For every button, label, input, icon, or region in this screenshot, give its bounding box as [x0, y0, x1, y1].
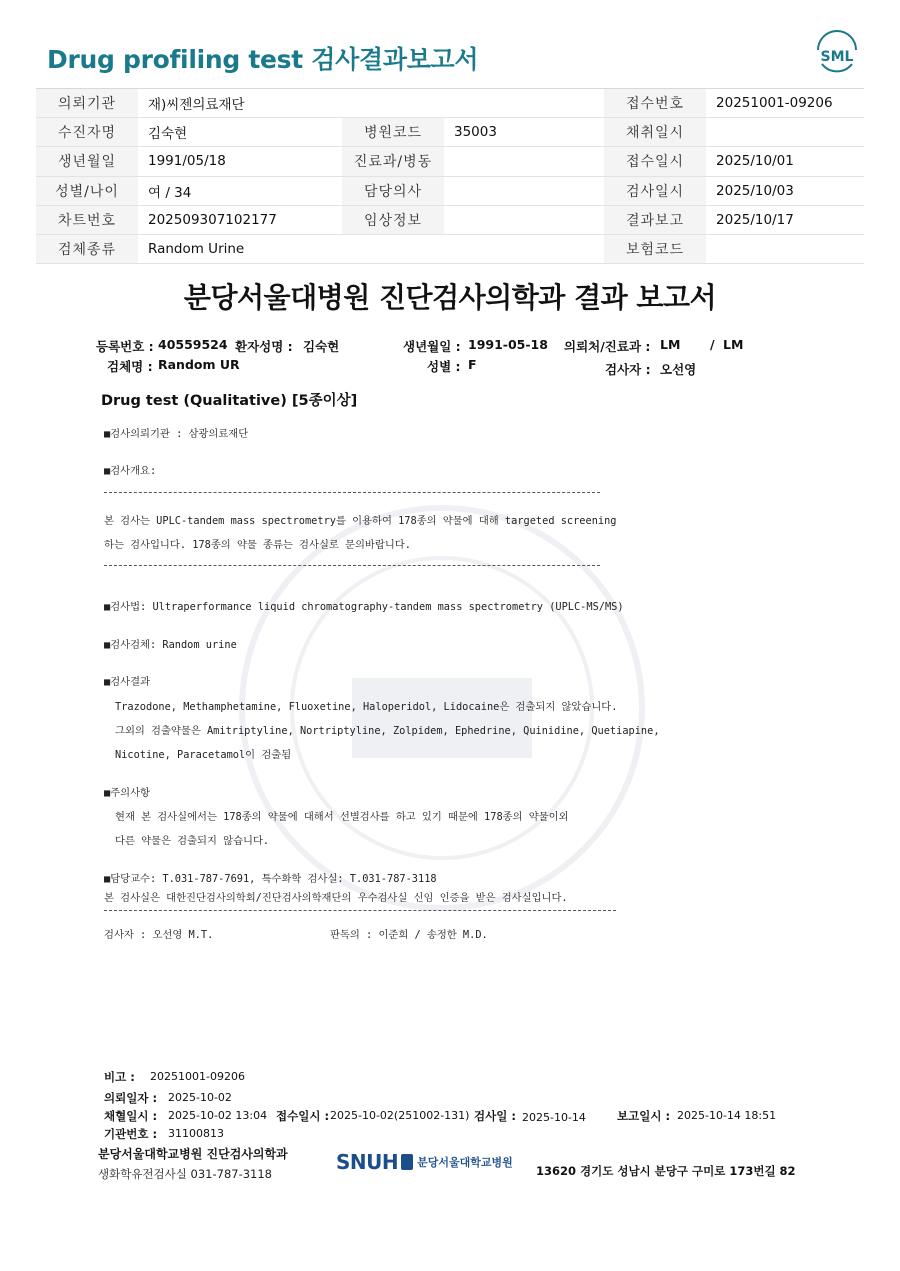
sex-value: F [468, 357, 477, 372]
info-value: Random Urine [138, 234, 604, 263]
body-line-result-1: Trazodone, Methamphetamine, Fluoxetine, Haloperidol, Lidocaine은 검출되지 않았습니다. [115, 701, 618, 713]
sex-label: 성별 : [427, 359, 461, 374]
report-title: 분당서울대병원 진단검사의학과 결과 보고서 [183, 281, 717, 314]
info-label: 검체종류 [36, 234, 138, 263]
body-line-requesting-lab: ■검사의뢰기관 : 삼광의료재단 [104, 428, 249, 440]
receipt-date-value: 2025-10-02(251002-131) [330, 1109, 470, 1122]
body-line-result-2: 그외의 검출약물은 Amitriptyline, Nortriptyline, Zolpidem, Ephedrine, Quinidine, Quetiapine, [115, 725, 660, 737]
request-date-value: 2025-10-02 [168, 1091, 232, 1104]
info-label: 병원코드 [342, 118, 444, 147]
institution-number-value: 31100813 [168, 1127, 224, 1140]
info-value: 2025/10/03 [706, 176, 864, 205]
info-row [36, 234, 864, 263]
info-value: 김숙현 [138, 118, 342, 147]
info-value: 202509307102177 [138, 205, 342, 234]
remark-value: 20251001-09206 [150, 1070, 245, 1083]
lab-contact: 생화학유전검사실 031-787-3118 [98, 1167, 272, 1181]
snuh-logo [336, 1150, 513, 1174]
exam-date-label: 검사일 : [474, 1109, 516, 1123]
info-row [36, 118, 864, 147]
body-line-caution-2: 다른 약물은 검출되지 않습니다. [115, 835, 270, 847]
department-name: 분당서울대학교병원 진단검사의학과 [98, 1147, 288, 1161]
test-title: Drug test (Qualitative) [5종이상] [101, 393, 358, 409]
report-date-label: 보고일시 : [617, 1109, 671, 1123]
info-value: 2025/10/17 [706, 205, 864, 234]
dashed-divider [104, 910, 616, 911]
institution-number-label: 기관번호 : [104, 1127, 158, 1141]
info-label: 임상정보 [342, 205, 444, 234]
info-value: 재)씨젠의료재단 [138, 89, 604, 118]
info-value [444, 176, 604, 205]
dob-value: 1991-05-18 [468, 337, 548, 352]
info-value [444, 205, 604, 234]
patient-name-label: 환자성명 : [235, 339, 293, 354]
body-line-overview-1: 본 검사는 UPLC-tandem mass spectrometry를 이용하여 178종의 약물에 대해 targeted screening [104, 515, 617, 527]
info-row [36, 205, 864, 234]
info-label: 접수일시 [604, 147, 706, 176]
patient-info-table [36, 89, 864, 264]
info-label: 보험코드 [604, 234, 706, 263]
examiner-value: 오선영 [660, 362, 697, 377]
receipt-date-label: 접수일시 : [276, 1109, 330, 1123]
body-line-accreditation: 본 검사실은 대한진단검사의학회/진단검사의학재단의 우수검사실 신임 인증을 받은 검사실입니다. [104, 892, 568, 904]
info-label: 의뢰기관 [36, 89, 138, 118]
info-label: 검사일시 [604, 176, 706, 205]
info-row [36, 176, 864, 205]
body-line-result-3: Nicotine, Paracetamol이 검출됨 [115, 749, 292, 761]
collect-date-value: 2025-10-02 13:04 [168, 1109, 268, 1122]
reg-number-label: 등록번호 : [96, 339, 154, 354]
specimen-value: Random UR [158, 357, 240, 372]
dashed-divider [104, 492, 600, 493]
examiner-label: 검사자 : [605, 362, 651, 377]
body-line-caution-heading: ■주의사항 [104, 787, 150, 799]
collect-date-label: 채혈일시 : [104, 1109, 158, 1123]
info-label: 성별/나이 [36, 176, 138, 205]
body-line-method: ■검사법: Ultraperformance liquid chromatography-tandem mass spectrometry (UPLC-MS/MS) [104, 601, 624, 613]
body-line-caution-1: 현재 본 검사실에서는 178종의 약물에 대해서 선별검사를 하고 있기 때문에 178종의 약물이외 [115, 811, 569, 823]
reg-number-value: 40559524 [158, 337, 228, 352]
dept-separator: / [710, 337, 715, 352]
info-row [36, 147, 864, 176]
info-label: 담당의사 [342, 176, 444, 205]
snuh-emblem-icon [401, 1154, 413, 1170]
info-value: 35003 [444, 118, 604, 147]
info-value [706, 234, 864, 263]
body-line-examiner: 검사자 : 오선영 M.T. [104, 929, 214, 941]
dept-value-1: LM [660, 337, 681, 352]
info-value: 1991/05/18 [138, 147, 342, 176]
info-label: 차트번호 [36, 205, 138, 234]
info-value: 여 / 34 [138, 176, 342, 205]
info-value: 2025/10/01 [706, 147, 864, 176]
dashed-divider [104, 565, 600, 566]
info-row [36, 89, 864, 118]
info-label: 생년월일 [36, 147, 138, 176]
info-label: 진료과/병동 [342, 147, 444, 176]
info-label: 수진자명 [36, 118, 138, 147]
dob-label: 생년월일 : [403, 339, 461, 354]
info-label: 접수번호 [604, 89, 706, 118]
document-title: Drug profiling test 검사결과보고서 [47, 45, 479, 74]
snuh-logo-text: SNUH [336, 1150, 399, 1174]
info-label: 결과보고 [604, 205, 706, 234]
info-value: 20251001-09206 [706, 89, 864, 118]
body-line-overview-heading: ■검사개요: [104, 465, 157, 477]
report-date-value: 2025-10-14 18:51 [677, 1109, 777, 1122]
remark-label: 비고 : [104, 1070, 135, 1084]
hospital-address: 13620 경기도 성남시 분당구 구미로 173번길 82 [536, 1164, 796, 1178]
body-line-specimen: ■검사검체: Random urine [104, 639, 237, 651]
info-value [706, 118, 864, 147]
exam-date-value: 2025-10-14 [522, 1111, 586, 1124]
patient-name-value: 김숙현 [303, 339, 340, 354]
snuh-hospital-name: 분당서울대학교병원 [417, 1156, 513, 1169]
body-line-result-heading: ■검사결과 [104, 676, 150, 688]
info-label: 채취일시 [604, 118, 706, 147]
specimen-label: 검체명 : [107, 359, 153, 374]
body-line-reader: 판독의 : 이준희 / 송정한 M.D. [330, 929, 488, 941]
dept-value-2: LM [723, 337, 744, 352]
body-line-contact: ■담당교수: T.031-787-7691, 특수화학 검사실: T.031-787-3118 [104, 873, 437, 885]
dept-label: 의뢰처/진료과 : [564, 339, 651, 354]
info-value [444, 147, 604, 176]
body-line-overview-2: 하는 검사입니다. 178종의 약물 종류는 검사실로 문의바랍니다. [104, 539, 411, 551]
sml-logo-text: SML [820, 49, 854, 65]
request-date-label: 의뢰일자 : [104, 1091, 158, 1105]
sml-logo [812, 30, 862, 76]
